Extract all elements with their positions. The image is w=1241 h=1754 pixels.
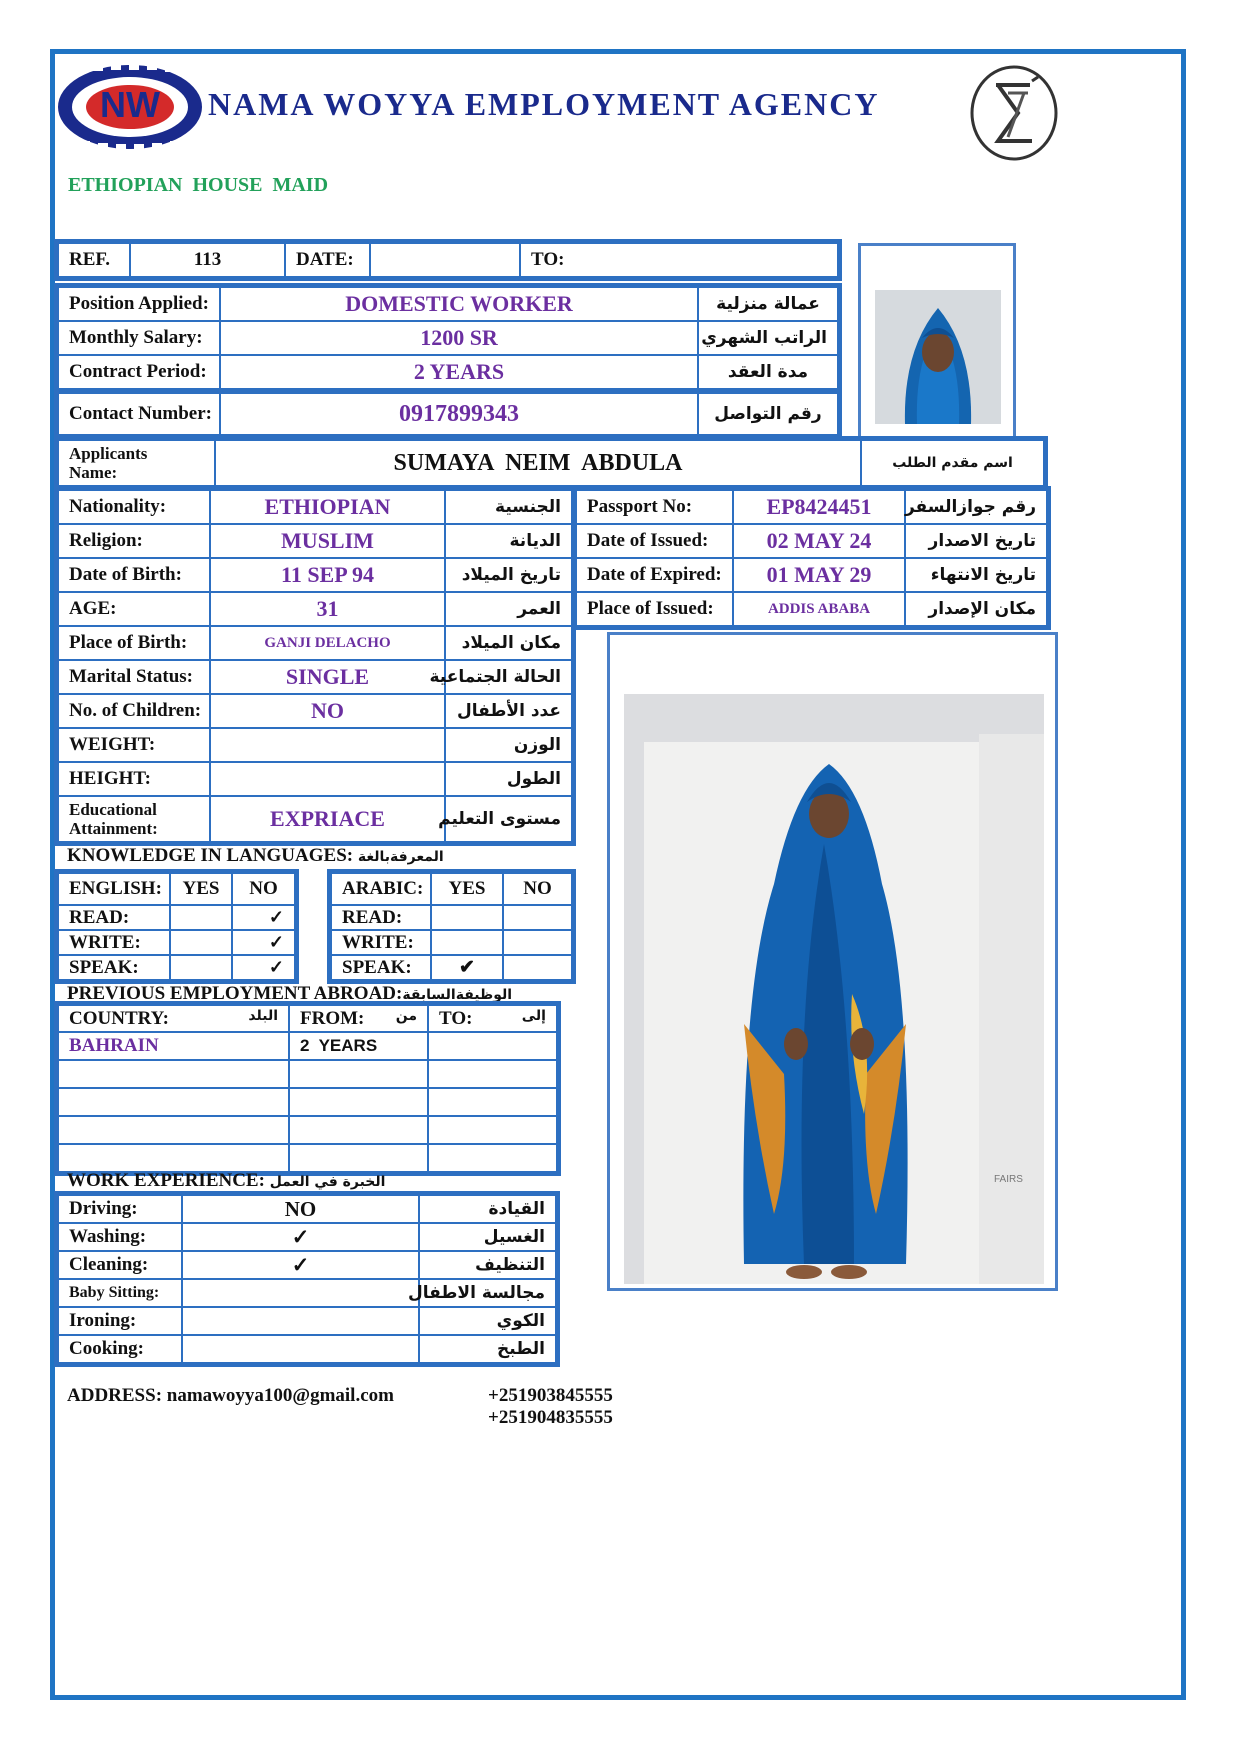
work-label: Cleaning:: [58, 1251, 182, 1279]
agency-logo: [55, 62, 205, 152]
personal-value: MUSLIM: [210, 524, 445, 558]
passport-label: Date of Issued:: [576, 524, 733, 558]
position-label: Position Applied:: [58, 287, 220, 321]
to-label: TO:: [520, 243, 838, 277]
ref-label: REF.: [58, 243, 130, 277]
arabic-no-cell: [503, 955, 572, 980]
employment-heading: [67, 983, 512, 1005]
work-value: NO: [182, 1195, 419, 1223]
employment-from: [289, 1116, 428, 1144]
employment-country: [58, 1116, 289, 1144]
footer-phone-1: +251903845555: [488, 1385, 613, 1406]
work-row: [58, 1307, 556, 1335]
english-row: [58, 930, 295, 955]
arabic-yes-cell: ✔: [431, 955, 503, 980]
personal-row: [58, 660, 572, 694]
arabic-row: [331, 905, 572, 930]
passport-ar: رقم جوازالسفر: [905, 490, 1047, 524]
arabic-title: ARABIC:: [331, 873, 431, 905]
english-skill-label: SPEAK:: [58, 955, 170, 980]
personal-label: Date of Birth:: [58, 558, 210, 592]
personal-ar: الديانة: [445, 524, 572, 558]
personal-label: Marital Status:: [58, 660, 210, 694]
work-heading-text: WORK EXPERIENCE:: [67, 1170, 265, 1191]
personal-row: [58, 694, 572, 728]
work-ar: الكوي: [419, 1307, 556, 1335]
position-value: DOMESTIC WORKER: [220, 287, 698, 321]
work-ar: القيادة: [419, 1195, 556, 1223]
employment-row: [58, 1032, 557, 1060]
personal-ar: الطول: [445, 762, 572, 796]
contact-table: [57, 392, 839, 436]
employment-heading-ar: الوظيفةالسابقة: [402, 987, 513, 1003]
education-label-line1: Educational: [69, 800, 157, 819]
employment-row: [58, 1088, 557, 1116]
passport-row: [576, 524, 1047, 558]
education-label-line2: Attainment:: [69, 819, 158, 838]
work-row: [58, 1195, 556, 1223]
personal-row: [58, 490, 572, 524]
employment-country: [58, 1144, 289, 1172]
personal-row: [58, 558, 572, 592]
personal-label: WEIGHT:: [58, 728, 210, 762]
passport-label: Place of Issued:: [576, 592, 733, 626]
personal-value: SINGLE: [210, 660, 445, 694]
agency-logo-text: NW: [100, 84, 160, 125]
personal-ar: الحالة الجتماعية: [445, 660, 572, 694]
english-title: ENGLISH:: [58, 873, 170, 905]
employment-from: [289, 1088, 428, 1116]
country-label: COUNTRY:: [69, 1007, 169, 1029]
employment-to: [428, 1032, 557, 1060]
personal-label: Religion:: [58, 524, 210, 558]
personal-value: GANJI DELACHO: [210, 626, 445, 660]
fullbody-mark: FAIRS: [994, 1174, 1023, 1185]
salary-ar: الراتب الشهري: [698, 321, 838, 355]
work-value: [182, 1279, 419, 1307]
to-col-label: TO:: [439, 1007, 473, 1029]
languages-heading: [67, 845, 444, 867]
employment-from: 2 YEARS: [289, 1032, 428, 1060]
work-row: [58, 1223, 556, 1251]
salary-label: Monthly Salary:: [58, 321, 220, 355]
contact-ar: رقم التواصل: [698, 393, 838, 435]
work-value: [182, 1335, 419, 1363]
passport-label: Date of Expired:: [576, 558, 733, 592]
date-value: [370, 243, 520, 277]
employment-country: BAHRAIN: [58, 1032, 289, 1060]
address-email[interactable]: namawoyya100@gmail.com: [166, 1385, 394, 1406]
arabic-yes-cell: [431, 930, 503, 955]
employment-row: [58, 1144, 557, 1172]
arabic-skill-label: SPEAK:: [331, 955, 431, 980]
english-skill-label: WRITE:: [58, 930, 170, 955]
personal-label: Place of Birth:: [58, 626, 210, 660]
contract-label: Contract Period:: [58, 355, 220, 389]
personal-ar: العمر: [445, 592, 572, 626]
personal-row: [58, 592, 572, 626]
passport-ar: تاريخ الانتهاء: [905, 558, 1047, 592]
personal-row: [58, 728, 572, 762]
work-label: Baby Sitting:: [58, 1279, 182, 1307]
applicant-name: SUMAYA NEIM ABDULA: [215, 440, 861, 486]
contract-ar: مدة العقد: [698, 355, 838, 389]
personal-value: [210, 728, 445, 762]
fullbody-frame: [607, 632, 1058, 1291]
work-value: ✓: [182, 1223, 419, 1251]
country-ar: البلد: [248, 1007, 278, 1024]
employment-table: [57, 1004, 558, 1173]
employment-country: [58, 1088, 289, 1116]
employment-from: [289, 1060, 428, 1088]
arabic-yes-cell: [431, 905, 503, 930]
personal-value: NO: [210, 694, 445, 728]
passport-value: 01 MAY 29: [733, 558, 905, 592]
country-header: [58, 1005, 289, 1032]
personal-value: 31: [210, 592, 445, 626]
passport-label: Passport No:: [576, 490, 733, 524]
person-headshot-photo: [875, 290, 1001, 424]
from-ar: من: [395, 1007, 417, 1024]
ref-table: [57, 242, 839, 278]
personal-table: [57, 489, 573, 843]
education-value: EXPRIACE: [210, 796, 445, 842]
footer-address: [67, 1385, 394, 1407]
arabic-row: [331, 955, 572, 980]
personal-label: Nationality:: [58, 490, 210, 524]
work-label: Driving:: [58, 1195, 182, 1223]
english-yes-cell: [170, 905, 232, 930]
personal-value: ETHIOPIAN: [210, 490, 445, 524]
education-ar: مستوى التعليم: [445, 796, 572, 842]
position-ar: عمالة منزلية: [698, 287, 838, 321]
applicant-label-line2: Name:: [69, 463, 118, 482]
arabic-table: [330, 872, 573, 981]
person-full-body-photo: [624, 694, 1044, 1284]
work-ar: الطبخ: [419, 1335, 556, 1363]
work-ar: التنظيف: [419, 1251, 556, 1279]
work-heading: [67, 1170, 385, 1192]
employment-row: [58, 1060, 557, 1088]
from-label: FROM:: [300, 1007, 365, 1029]
personal-ar: الوزن: [445, 728, 572, 762]
passport-row: [576, 558, 1047, 592]
english-row: [58, 905, 295, 930]
employment-country: [58, 1060, 289, 1088]
arabic-no-header: NO: [503, 873, 572, 905]
work-ar: مجالسة الاطفال: [419, 1279, 556, 1307]
date-label: DATE:: [285, 243, 370, 277]
english-table: [57, 872, 296, 981]
employment-row: [58, 1116, 557, 1144]
education-label: [58, 796, 210, 842]
passport-value: ADDIS ABABA: [733, 592, 905, 626]
employment-to: [428, 1144, 557, 1172]
employment-to: [428, 1060, 557, 1088]
position-table: [57, 286, 839, 390]
page-subtitle: ETHIOPIAN HOUSE MAID: [68, 174, 329, 196]
agency-name: NAMA WOYYA EMPLOYMENT AGENCY: [208, 86, 880, 122]
languages-heading-text: KNOWLEDGE IN LANGUAGES:: [67, 845, 354, 866]
english-yes-cell: [170, 955, 232, 980]
to-col-ar: إلى: [521, 1007, 546, 1024]
arabic-no-cell: [503, 930, 572, 955]
passport-ar: تاريخ الاصدار: [905, 524, 1047, 558]
passport-value: 02 MAY 24: [733, 524, 905, 558]
work-value: [182, 1307, 419, 1335]
applicant-ar: اسم مقدم الطلب: [861, 440, 1044, 486]
passport-ar: مكان الإصدار: [905, 592, 1047, 626]
english-no-cell: ✓: [232, 955, 295, 980]
personal-label: AGE:: [58, 592, 210, 626]
employment-to: [428, 1088, 557, 1116]
address-label: ADDRESS:: [67, 1385, 163, 1406]
employment-from: [289, 1144, 428, 1172]
work-row: [58, 1251, 556, 1279]
work-label: Cooking:: [58, 1335, 182, 1363]
work-value: ✓: [182, 1251, 419, 1279]
passport-row: [576, 592, 1047, 626]
work-row: [58, 1335, 556, 1363]
english-no-header: NO: [232, 873, 295, 905]
work-label: Ironing:: [58, 1307, 182, 1335]
work-row: [58, 1279, 556, 1307]
applicant-label-line1: Applicants: [69, 444, 148, 463]
contact-label: Contact Number:: [58, 393, 220, 435]
personal-row: [58, 524, 572, 558]
personal-value: [210, 762, 445, 796]
personal-row: [58, 626, 572, 660]
contract-value: 2 YEARS: [220, 355, 698, 389]
headshot-frame: [858, 243, 1016, 439]
work-table: [57, 1194, 557, 1364]
personal-row: [58, 762, 572, 796]
work-label: Washing:: [58, 1223, 182, 1251]
english-no-cell: ✓: [232, 905, 295, 930]
work-heading-ar: الخبرة في العمل: [269, 1174, 386, 1190]
sigma-z-logo-icon: [968, 63, 1060, 163]
employment-to: [428, 1116, 557, 1144]
passport-row: [576, 490, 1047, 524]
passport-table: [575, 489, 1048, 627]
languages-heading-ar: المعرفةبالغة: [357, 849, 444, 865]
from-header: [289, 1005, 428, 1032]
personal-label: HEIGHT:: [58, 762, 210, 796]
contact-value: 0917899343: [220, 393, 698, 435]
ref-value: 113: [130, 243, 285, 277]
arabic-no-cell: [503, 905, 572, 930]
arabic-yes-header: YES: [431, 873, 503, 905]
passport-value: EP8424451: [733, 490, 905, 524]
personal-ar: عدد الأطفال: [445, 694, 572, 728]
salary-value: 1200 SR: [220, 321, 698, 355]
applicant-label: [58, 440, 215, 486]
footer-phone-2: +251904835555: [488, 1407, 613, 1428]
personal-value: 11 SEP 94: [210, 558, 445, 592]
personal-label: No. of Children:: [58, 694, 210, 728]
arabic-skill-label: WRITE:: [331, 930, 431, 955]
to-header: [428, 1005, 557, 1032]
english-yes-cell: [170, 930, 232, 955]
personal-ar: الجنسية: [445, 490, 572, 524]
personal-ar: مكان الميلاد: [445, 626, 572, 660]
english-no-cell: ✓: [232, 930, 295, 955]
english-skill-label: READ:: [58, 905, 170, 930]
personal-ar: تاريخ الميلاد: [445, 558, 572, 592]
employment-heading-text: PREVIOUS EMPLOYMENT ABROAD:: [67, 983, 403, 1004]
arabic-row: [331, 930, 572, 955]
applicant-table: [57, 439, 1045, 487]
english-yes-header: YES: [170, 873, 232, 905]
work-ar: الغسيل: [419, 1223, 556, 1251]
english-row: [58, 955, 295, 980]
arabic-skill-label: READ:: [331, 905, 431, 930]
